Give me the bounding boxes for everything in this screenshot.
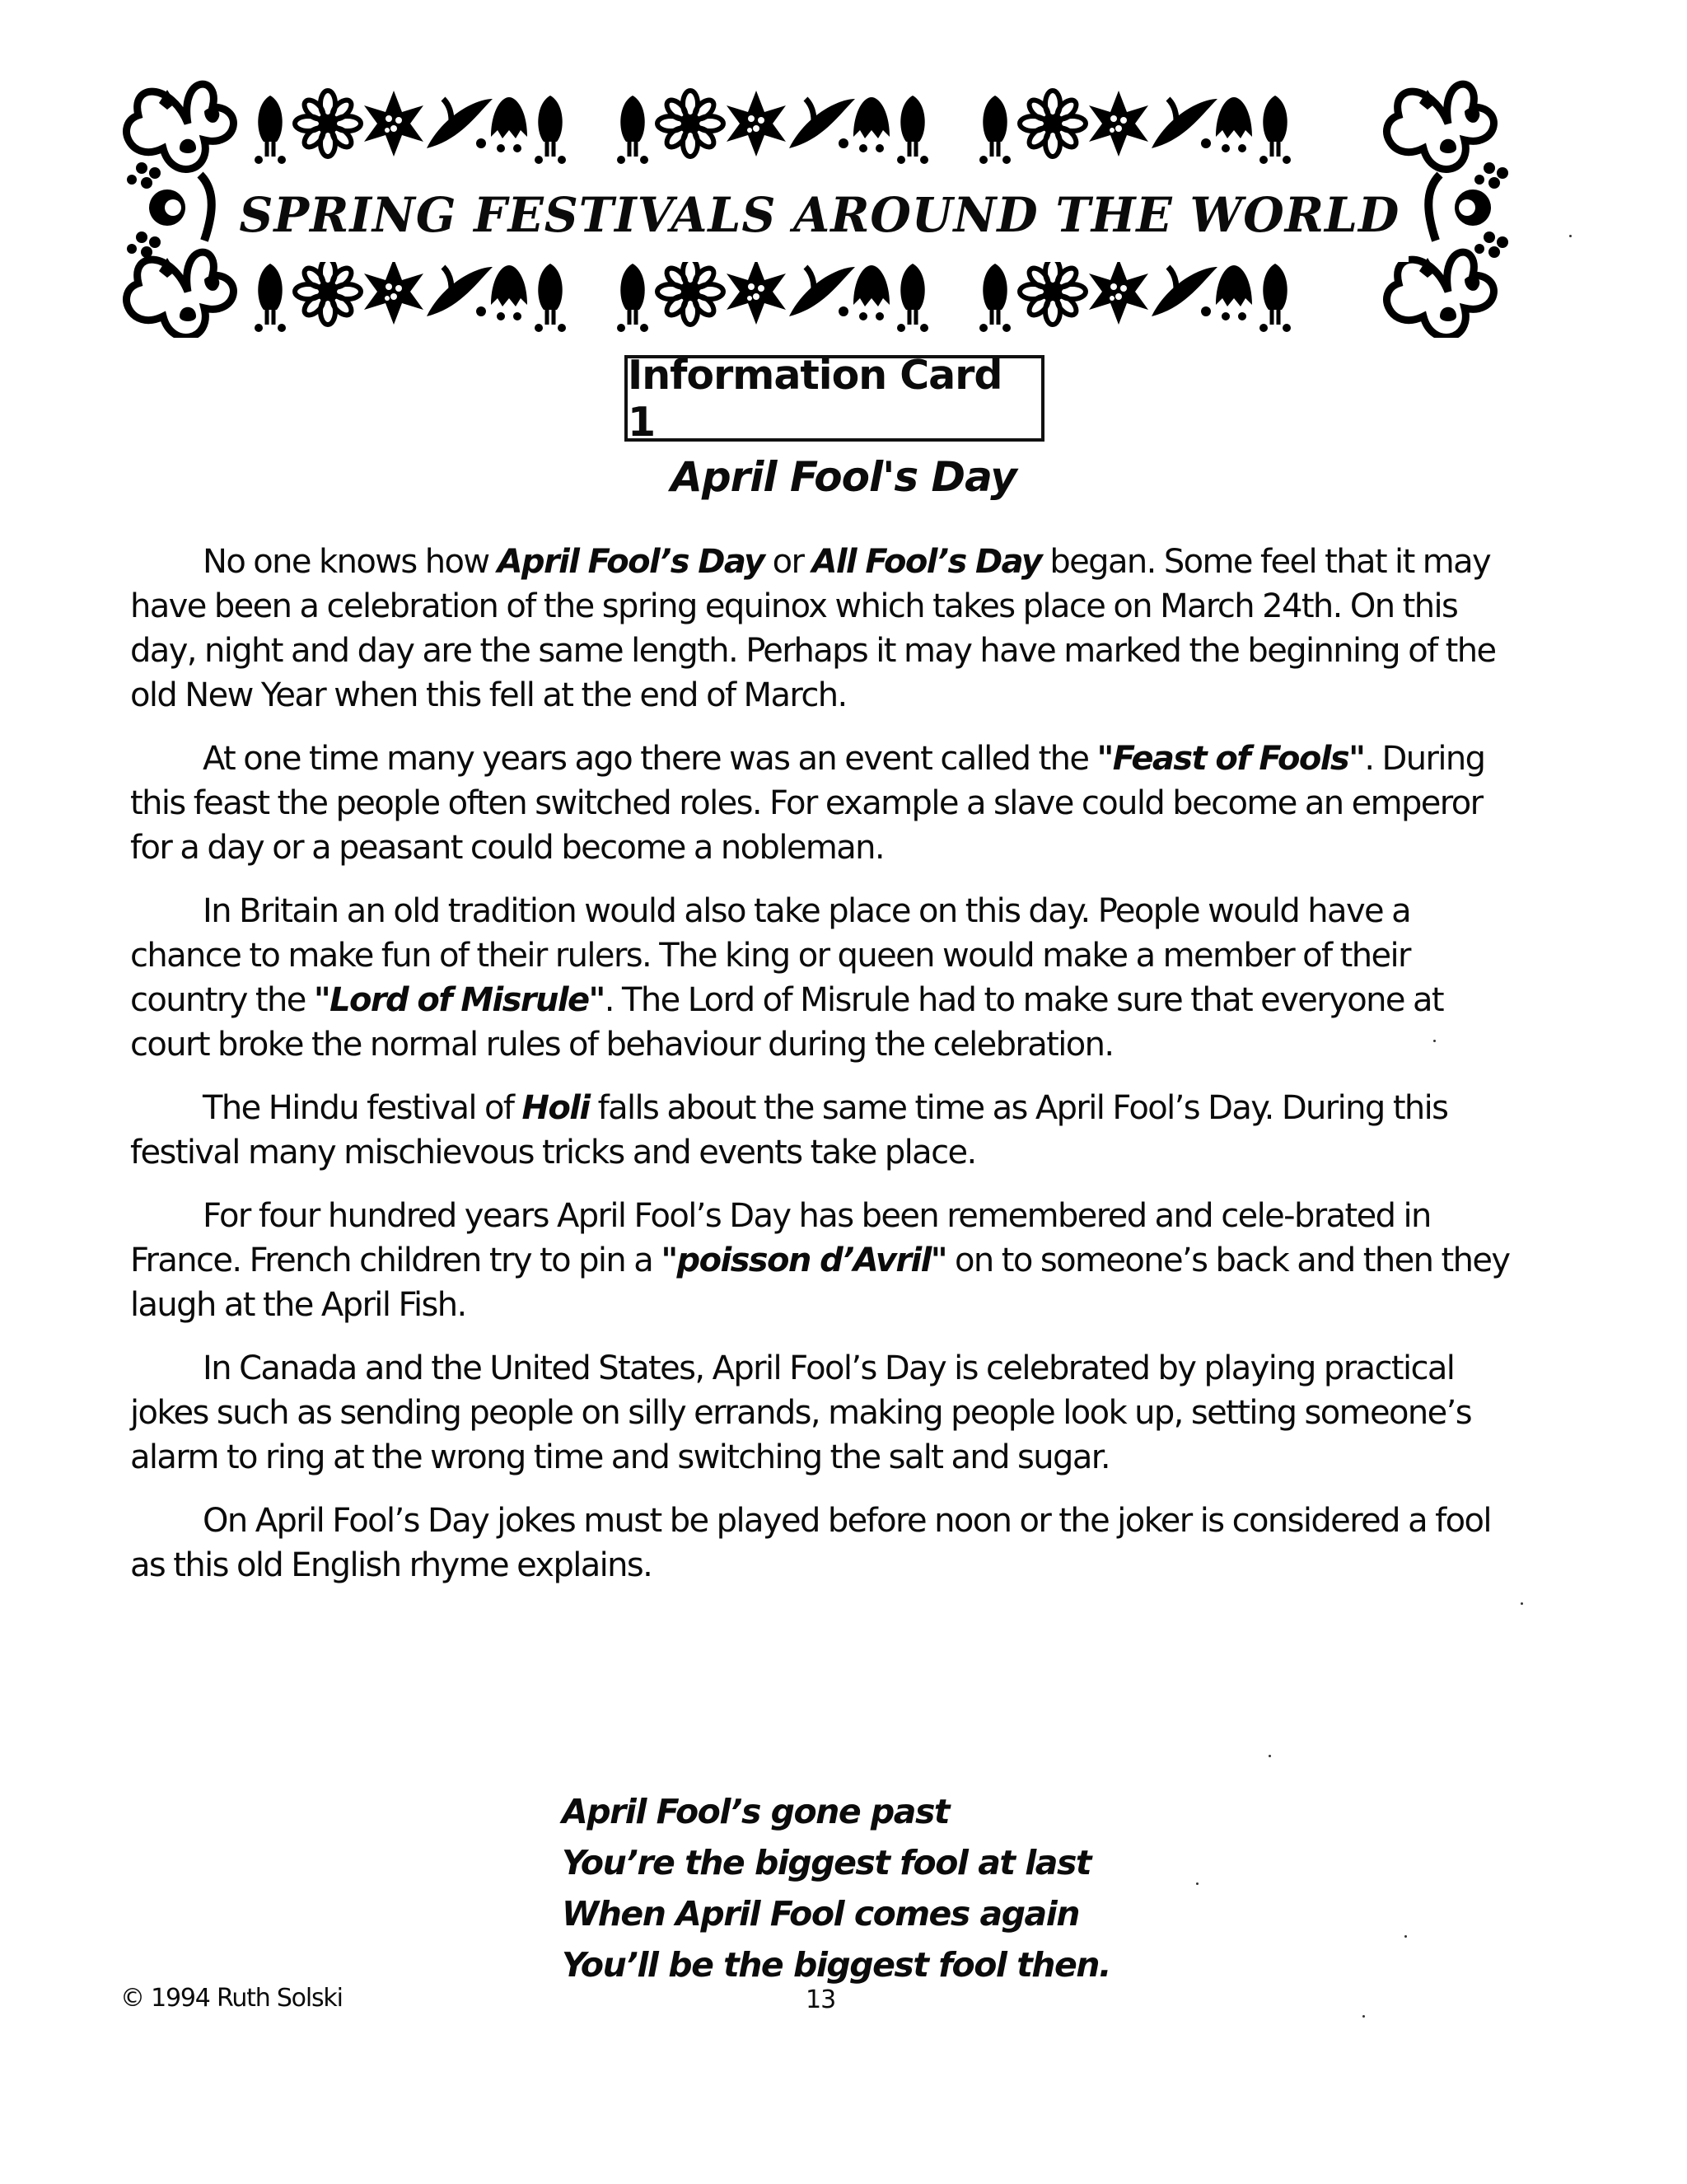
- text-span: on to someone’s back and then they laugh at the April Fish.: [130, 1242, 1510, 1324]
- text-span: falls about the same time as April Fool’s Day. During this festival many mischievous tricks and events take place.: [130, 1089, 1448, 1172]
- scan-speck: [1404, 1935, 1407, 1938]
- rhyme-line: April Fool’s gone past: [562, 1792, 949, 1831]
- paragraph-1: [130, 540, 1522, 718]
- emphasis-feast-of-fools: "Feast of Fools": [1096, 740, 1365, 778]
- paragraph-3: [130, 889, 1522, 1067]
- paragraph-5: [130, 1194, 1522, 1327]
- rhyme-line: You’re the biggest fool at last: [562, 1843, 1091, 1882]
- page-title: April Fool's Day: [671, 453, 1016, 501]
- page-number: 13: [806, 1985, 836, 2014]
- text-span: . The Lord of Misrule had to make sure that everyone at court broke the normal rules of behaviour during the celebration.: [130, 981, 1443, 1064]
- emphasis-holi: Holi: [521, 1089, 590, 1127]
- emphasis-poisson-davril: "poisson d’Avril": [661, 1242, 946, 1279]
- text-span: The Hindu festival of: [203, 1089, 522, 1127]
- text-span: or: [764, 543, 812, 581]
- text-span: At one time many years ago there was an event called the: [203, 740, 1097, 778]
- rhyme-line: When April Fool comes again: [562, 1894, 1079, 1934]
- rhyme: [562, 1786, 1110, 1990]
- scan-speck: [1569, 235, 1572, 237]
- floral-banner: [122, 76, 1516, 338]
- text-span: In Canada and the United States, April Fool’s Day is celebrated by playing practical jokes such as sending people on silly errands, making people look up, setting someone’s alarm to ring at the wrong time and switching the salt and sugar.: [130, 1349, 1471, 1476]
- rhyme-line: You’ll be the biggest fool then.: [562, 1945, 1111, 1985]
- body-text: [130, 540, 1522, 1606]
- paragraph-2: [130, 737, 1522, 870]
- text-span: For four hundred years April Fool’s Day has been remembered and cele-brated in France. French children try to pin a: [130, 1197, 1431, 1279]
- text-span: On April Fool’s Day jokes must be played before noon or the joker is considered a fool as this old English rhyme explains.: [130, 1502, 1491, 1584]
- copyright: © 1994 Ruth Solski: [120, 1984, 343, 2013]
- banner-title: SPRING FESTIVALS AROUND THE WORLD: [239, 187, 1400, 243]
- scan-speck: [1362, 2015, 1365, 2018]
- paragraph-6: [130, 1346, 1522, 1480]
- paragraph-7: [130, 1499, 1522, 1588]
- information-card-label: Information Card 1: [624, 355, 1044, 442]
- text-span: In Britain an old tradition would also take place on this day. People would have a chance to make fun of their rulers. The king or queen would make a member of their country the: [130, 892, 1411, 1019]
- banner-title-area: [231, 168, 1409, 262]
- emphasis-all-fools-day: All Fool’s Day: [811, 543, 1042, 581]
- emphasis-lord-of-misrule: "Lord of Misrule": [313, 981, 605, 1019]
- text-span: No one knows how: [203, 543, 498, 581]
- text-span: began. Some feel that it may have been a celebration of the spring equinox which takes place on March 24th. On this day, night and day are the same length. Perhaps it may have marked the beginning of the old New Year when this fell at the end of March.: [130, 543, 1496, 714]
- emphasis-april-fools-day: April Fool’s Day: [497, 543, 764, 581]
- scan-speck: [1196, 1882, 1199, 1885]
- text-span: . During this feast the people often switched roles. For example a slave could become an emperor for a day or a peasant could become a nobleman.: [130, 740, 1485, 867]
- scan-speck: [1521, 1602, 1523, 1605]
- scan-speck: [1269, 1755, 1271, 1757]
- scan-speck: [1433, 1040, 1436, 1042]
- paragraph-4: [130, 1086, 1522, 1175]
